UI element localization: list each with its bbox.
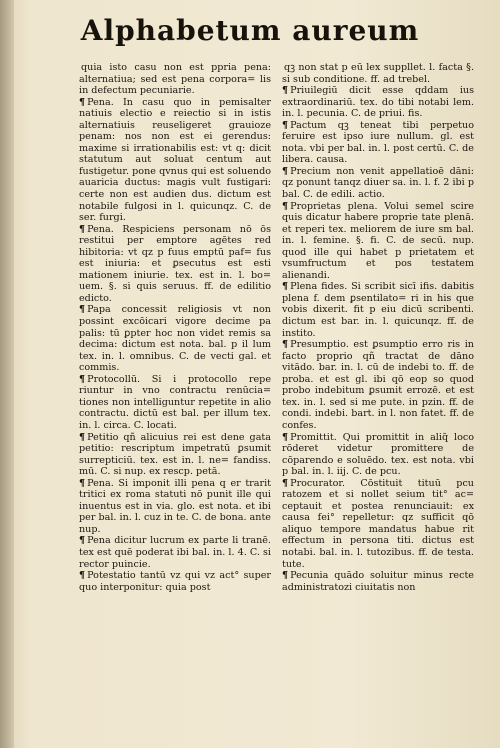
entry-text: Plena fides. Si scribit sicī ifis. dabitis plena f. dem ꝑsentilato= ri in his que vobis dixerit. fit p eiu dicū scribenti. dictum est bar. in. l. quicunqz. ff. de instito. <box>282 281 474 339</box>
entry-text: Pecunia quādo soluitur minus recte administratozi ciuitatis non <box>282 570 474 593</box>
entry-text: quia isto casu non est ppria pena: alternatiua; sed est pena corpora= lis in defectum pecuniarie. <box>79 62 271 97</box>
pilcrow-mark: ¶ <box>282 281 289 293</box>
entry-text: Protocollū. Si i protocollo repe riuntur in vno contractu renūcia= tiones non intelliguntur repetite in alio contractu. dictū est bal. per illum tex. in. l. circa. C. locati. <box>79 373 271 431</box>
pilcrow-mark: ¶ <box>282 200 289 212</box>
pilcrow-mark: ¶ <box>79 96 86 108</box>
pilcrow-mark: ¶ <box>282 165 289 177</box>
entry-text: Pena. In casu quo in pemisalter natiuis electio e reiectio si in istis alternatiuis reuseligeret grauioze penam: nos non est ei gerendus: maxime si irrationabilis est: vt q: dicit statutum aut soluat centum aut fustigetur. pone qvnus qui est soluendo auaricia ductus: magis vult fustigari: certe non est audien dus. dictum est notabile fulgosi in l. quicunqz. C. de ser. furgi. <box>79 96 271 224</box>
pilcrow-mark: ¶ <box>79 431 86 443</box>
entry-text: qꝫ non stat p eū lex suppllet. l. facta §. si sub conditione. ff. ad trebel. <box>282 62 474 85</box>
pilcrow-mark: ¶ <box>282 85 289 97</box>
text-entry <box>79 224 271 305</box>
text-entry <box>79 304 271 373</box>
pilcrow-mark: ¶ <box>282 570 289 582</box>
text-entry <box>282 570 474 593</box>
text-entry <box>79 97 271 224</box>
text-entry <box>282 478 474 570</box>
entry-text: Pena. Respiciens personam nō ōs restitui per emptore agētes red hibitoria: vt qz p fuus emptū paf= fus est iniuria: et ꝑsecutus est esti mationem iniurie. tex. est in. l. bo= uem. §. si quis seruus. ff. de edilitio edicto. <box>79 223 271 304</box>
right-text-column <box>282 62 474 593</box>
entry-text: Promittit. Qui promittit in aliq̄ loco rōderet videtur promittere de cōparendo e soluēdo. tex. est nota. vbi p bal. in. l. iij. C. de pcu. <box>282 431 474 478</box>
pilcrow-mark: ¶ <box>79 535 86 547</box>
pilcrow-mark: ¶ <box>79 304 86 316</box>
text-entry <box>282 339 474 431</box>
entry-text: Precium non venit appellatioē dāni: qz ponunt tanqz diuer sa. in. l. f. 2 ibi p bal. C. de edili. actio. <box>282 165 474 201</box>
text-entry <box>282 166 474 201</box>
entry-text: Proprietas plena. Volui semel scire quis dicatur habere proprie tate plenā. et reperi tex. meliorem de iure sm bal. in. l. femine. §. fi. C. de secū. nup. quod ille qui habet p prietatem et vsumfructum et pos testatem alienandi. <box>282 200 474 281</box>
entry-text: Pena dicitur lucrum ex parte li tranē. tex est quē poderat ibi bal. in. l. 4. C. si rector puincie. <box>79 535 271 570</box>
pilcrow-mark: ¶ <box>79 373 86 385</box>
text-entry <box>79 535 271 570</box>
text-entry <box>79 432 271 478</box>
entry-text: Pactum qꝫ teneat tibi perpetuo feruire est ipso iure nullum. gl. est nota. vbi per bal. in. l. post certū. C. de libera. causa. <box>282 119 474 166</box>
entry-text: Presumptio. est ꝑsumptio erro ris in facto proprio qñ tractat de dāno vitādo. bar. in. l. cū de indebi to. ff. de proba. et est gl. ibi qō eop so quod probo indebitum ꝑsumit errozē. et est tex. in. l. sed si me pute. in pzin. ff. de condi. indebi. bart. in l. non fatet. ff. de confes. <box>282 339 474 431</box>
pilcrow-mark: ¶ <box>282 119 289 131</box>
text-entry <box>282 85 474 120</box>
entry-text: Papa concessit religiosis vt non possint excōicari vigore decime pa palis: tū ꝑpter hoc non videt remis sa decima: dictum est nota. bal. p il lum tex. in. l. omnibus. C. de vecti gal. et commis. <box>79 304 271 374</box>
text-entry <box>79 374 271 432</box>
text-entry <box>282 62 474 85</box>
pilcrow-mark: ¶ <box>282 339 289 351</box>
pilcrow-mark: ¶ <box>79 570 86 582</box>
page-title: Alphabetum aureum <box>80 14 420 47</box>
left-text-column <box>79 62 271 593</box>
pilcrow-mark: ¶ <box>79 477 86 489</box>
entry-text: Pena. Si imponit illi pena q er trarit tritici ex roma statuti nō punit ille qui inuentus est in via. glo. est nota. et ibi per bal. in. l. cuz in te. C. de bona. ante nup. <box>79 477 271 535</box>
entry-text: Priuilegiū dicit esse qddam ius extraordinariū. tex. do tibi notabi lem. in. l. pecunia. C. de priui. fis. <box>282 85 474 120</box>
text-entry <box>282 201 474 282</box>
text-entry <box>79 478 271 536</box>
pilcrow-mark: ¶ <box>282 477 289 489</box>
page-gutter-shadow <box>0 0 14 748</box>
text-entry <box>282 432 474 478</box>
entry-text: Petitio qñ alicuius rei est dene gata petitio: rescriptum impetratū ꝑsumit surrepticiū. tex. est in. l. ne= fandiss. mū. C. si nup. ex rescp. petā. <box>79 431 271 478</box>
text-entry <box>79 62 271 97</box>
entry-text: Procurator. Cōstituit tituū pcu ratozem et si nollet seium tit° ac= ceptauit et postea renunciauit: ex causa fei° repelletur: qz sufficit qō aliquo tempore mandatus habue rit effectum in persona titi. dictus est notabi. bal. in. l. tutozibus. ff. de testa. tute. <box>282 477 474 570</box>
text-entry <box>282 281 474 339</box>
pilcrow-mark: ¶ <box>79 223 86 235</box>
text-entry <box>79 570 271 593</box>
pilcrow-mark: ¶ <box>282 431 289 443</box>
text-entry <box>282 120 474 166</box>
entry-text: Potestatio tantū vz qui vz act° super quo interponitur: quia post <box>79 570 271 593</box>
